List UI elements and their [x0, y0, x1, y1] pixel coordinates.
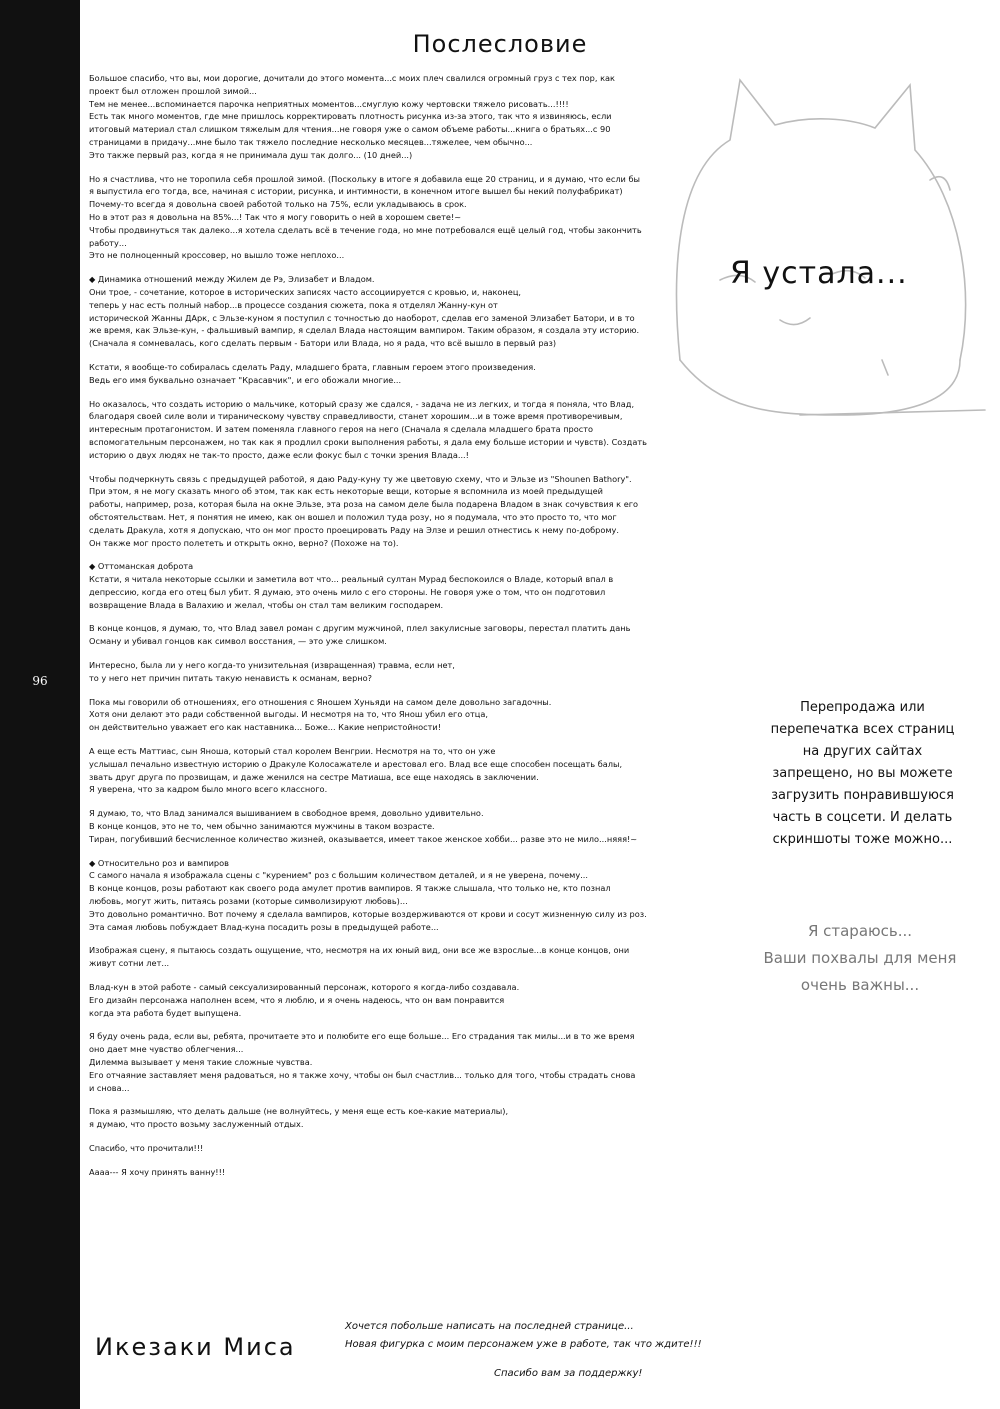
paragraph: Влад-кун в этой работе - самый сексуализированный персонаж, которого я когда-либо создавала. Его дизайн персонажа наполнен всем, что я люблю, и я очень надеюсь, что он вам понравится когда эта работа будет выпущена. — [89, 982, 520, 1018]
paragraph: Интересно, была ли у него когда-то унизительная (извращенная) травма, если нет, то у него нет причин питать такую ненависть к османам, верно? — [89, 660, 455, 683]
praise-note: Я стараюсь... Ваши похвалы для меня очень важны... — [763, 922, 957, 994]
page-title: Послесловие — [412, 30, 588, 58]
paragraph: Аааа--- Я хочу принять ванну!!! — [89, 1166, 226, 1177]
paragraph: Но оказалось, что создать историю о мальчике, который сразу же сдался, - задача не из легких, и тогда я поняла, что Влад, благодаря своей силе воли и тираническому чувству справедливости, станет хорошим...и в тоже время противоречивым, интересным протагонистом. И затем поменяла главного героя на него (Сначала я сделала младшего брата просто вспомогательным персонажем, но так как я продлил сроки выполнения работы, я дала ему больше истории и чувств). Создать историю о двух людях не так-то просто, даже если фокус был с точки зрения Влада...! — [89, 398, 647, 460]
section-heading: ◆ Динамика отношений между Жилем де Рэ, Элизабет и Владом. — [89, 274, 375, 285]
bottom-message: Хочется побольше написать на последней странице... Новая фигурка с моим персонажем уже в работе, так что ждите!!! — [345, 1321, 702, 1350]
paragraph: Большое спасибо, что вы, мои дорогие, дочитали до этого момента...с моих плеч свалился огромный груз с тех пор, как проект был отложен прошлой зимой... Тем не менее...вспоминается парочка неприятных моментов...смуглую кожу чертовски тяжело рисовать...!!!! Есть так много моментов, где мне пришлось корректировать плотность рисунка из-за этого, так что я извиняюсь, если итоговый материал стал слишком тяжелым для чтения...не говоря уже о самом объеме работы...книга о братьях...с 90 страницами в придачу...мне было так тяжело последние несколько месяцев...тяжелее, чем обычно... Это также первый раз, когда я не принимала душ так долго... (10 дней...) — [89, 73, 615, 160]
paragraph: С самого начала я изображала сцены с "курением" роз с большим количеством деталей, и я не уверена, почему... В конце концов, розы работают как своего рода амулет против вампиров. Я также слышала, что только не, кто познал любовь, могут жить, питаясь розами (которые символизируют любовь)... Это довольно романтично. Вот почему я сделала вампиров, которые воздерживаются от крови и сосут жизненную силу из роз. Эта самая любовь побуждает Влад-куна посадить розы в предыдущей работе... — [89, 870, 647, 932]
section-heading: ◆ Оттоманская доброта — [89, 561, 194, 572]
paragraph: Но я счастлива, что не торопила себя прошлой зимой. (Поскольку в итоге я добавила еще 20 страниц, и я думаю, что если бы я выпустила его тогда, все, начиная с истории, рисунка, и интимности, в конечном итоге вышел бы некий полуфабрикат) Почему-то всегда я довольна своей работой только на 75%, если укладываюсь в срок. Но в этот раз я довольна на 85%...! Так что я могу говорить о ней в хорошем свете!~ Чтобы продвинуться так далеко...я хотела сделать всё в течение года, но мне потребовался ещё целый год, чтобы закончить работу... Это не полноценный кроссовер, но вышло тоже неплохо... — [89, 173, 642, 261]
paragraph: Кстати, я читала некоторые ссылки и заметила вот что... реальный султан Мурад беспокоился о Владе, который впал в депрессию, когда его отец был убит. Я думаю, это очень мило с его стороны. Не говоря уже о том, что он подготовил возвращение Влада в Валахию и желал, чтобы он стал там великим господарем. — [89, 574, 614, 610]
paragraph: Чтобы подчеркнуть связь с предыдущей работой, я даю Раду-куну ту же цветовую схему, что и Эльзе из "Shounen Bathory". При этом, я не могу сказать много об этом, так как есть некоторые вещи, которые я вспомнила из моей предыдущей работы, например, роза, которая была на окне Эльзе, эта роза на самом деле была подарена Владом в знак сочувствия к его обстоятельствам. Нет, я понятия не имею, как он вошел и положил туда розу, но я подумала, что это просто то, что мог сделать Дракула, хотя я допускаю, что он мог просто проецировать Раду на Элзе и решил отнестись к нему по-доброму. Он также мог просто полететь и открыть окно, верно? (Похоже на то). — [89, 473, 639, 548]
paragraph: Кстати, я вообще-то собиралась сделать Раду, младшего брата, главным героем этого произведения. Ведь его имя буквально означает "Красавчик", и его обожали многие... — [89, 361, 536, 385]
paragraph: В конце концов, я думаю, то, что Влад завел роман с другим мужчиной, плел закулисные заговоры, перестал платить дань Осману и убивал гонцов как символ восстания, — это уже слишком. — [89, 623, 631, 647]
left-black-margin — [0, 0, 80, 1409]
thanks-message: Спасибо вам за поддержку! — [494, 1368, 643, 1379]
paragraph: Они трое, - сочетание, которое в исторических записях часто ассоциируется с кровью, и, наконец, теперь у нас есть полный набор...в процессе создания сюжета, пока я отделял Жанну-кун от исторической Жанны ДАрк, с Эльзе-куном я поступил с точностью до наоборот, сделав его заменой Элизабет Батори, и в то же время, как Эльзе-кун, - фальшивый вампир, я сделал Влада настоящим вампиром. Таким образом, я создала эту историю. (Сначала я сомневалась, кого сделать первым - Батори или Влада, но я рада, что всё вышло в первый раз) — [89, 286, 640, 349]
paragraph: Изображая сцену, я пытаюсь создать ощущение, что, несмотря на их юный вид, они все же взрослые...в конце концов, они живут сотни лет... — [89, 945, 630, 969]
paragraph: Пока мы говорили об отношениях, его отношения с Яношем Хуньяди на самом деле довольно загадочны. Хотя они делают это ради собственной выгоды. И несмотря на то, что Янош убил его отца, он действительно уважает его как наставника... Боже... Какие непристойности! — [89, 696, 552, 733]
author-signature: Икезаки Миса — [95, 1333, 296, 1361]
paragraph: Я думаю, то, что Влад занимался вышиванием в свободное время, довольно удивительно. В конце концов, это не то, чем обычно занимаются мужчины в таком возрасте. Тиран, погубивший бесчисленное количество жизней, оказывается, имеет такое женское хобби... разве это не мило...няяя!~ — [89, 808, 638, 844]
page-number: 96 — [32, 674, 48, 688]
section-heading: ◆ Относительно роз и вампиров — [89, 857, 229, 868]
paragraph: Спасибо, что прочитали!!! — [89, 1142, 204, 1153]
afterword-body — [89, 72, 749, 1190]
tired-caption: Я устала... — [730, 256, 908, 291]
paragraph: А еще есть Маттиас, сын Яноша, который стал королем Венгрии. Несмотря на то, что он уже услышал печально известную историю о Дракуле Колосажателе и арестовал его. Влад все еще способен посещать балы, звать друг друга по прозвищам, и даже женился на сестре Матиаша, все еще находясь в заключении. Я уверена, что за кадром было много всего классного. — [89, 746, 623, 795]
paragraph: Я буду очень рада, если вы, ребята, прочитаете это и полюбите его еще больше... Его страдания так милы...и в то же время оно дает мне чувство облегчения... Дилемма вызывает у меня такие сложные чувства. Его отчаяние заставляет меня радоваться, но я также хочу, чтобы он был счастлив... только для того, чтобы страдать снова и снова... — [89, 1031, 636, 1093]
paragraph: Пока я размышляю, что делать дальше (не волнуйтесь, у меня еще есть кое-какие материалы), я думаю, что просто возьму заслуженный отдых. — [89, 1106, 509, 1130]
copyright-note: Перепродажа или перепечатка всех страниц на других сайтах запрещено, но вы можете загрузить понравившуюся часть в соцсети. И делать скриншоты тоже можно... — [770, 700, 955, 847]
